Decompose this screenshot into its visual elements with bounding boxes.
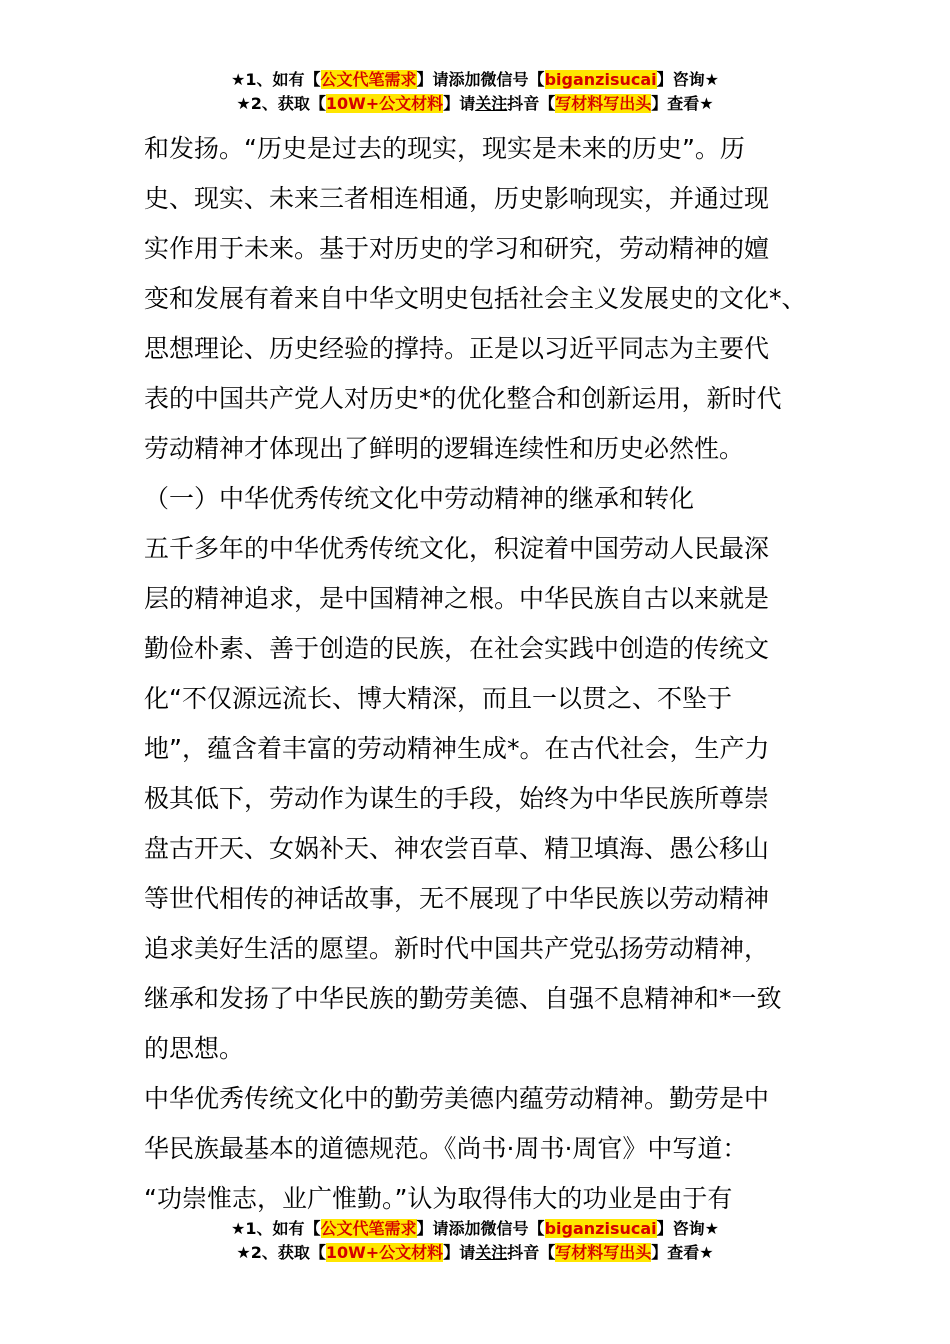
text-line: 表的中国共产党人对历史*的优化整合和创新运用，新时代 [144,384,782,413]
text-line: 追求美好生活的愿望。新时代中国共产党弘扬劳动精神， [144,934,770,963]
banner-line-1 [0,68,950,92]
banner-wechat-id: biganzisucai [544,70,657,89]
banner-highlight: 公文代笔需求 [320,70,417,89]
banner-emphasis: 关注 [475,1243,508,1262]
text-line: 五千多年的中华优秀传统文化，积淀着中国劳动人民最深 [144,534,770,563]
banner-line-1 [0,1217,950,1241]
text-line: 勤俭朴素、善于创造的民族，在社会实践中创造的传统文 [144,634,770,663]
banner-text: 】咨询★ [656,1219,719,1238]
text-line: 实作用于未来。基于对历史的学习和研究，劳动精神的嬗 [144,234,770,263]
banner-emphasis: 添加 [448,70,481,89]
banner-line-2 [0,92,950,116]
banner-text: ★1、如有【 [231,70,321,89]
banner-text: ★2、获取【 [236,1243,326,1262]
banner-text: 】请 [416,1219,449,1238]
banner-text: ★1、如有【 [231,1219,321,1238]
header-banner [0,68,950,116]
banner-text: 】请 [416,70,449,89]
document-body [144,124,809,1224]
text-line: 华民族最基本的道德规范。《尚书·周书·周官》中写道： [144,1134,748,1163]
banner-highlight: 10W+公文材料 [325,94,444,113]
text-line: 史、现实、未来三者相连相通，历史影响现实，并通过现 [144,184,770,213]
text-line: 地”，蕴含着丰富的劳动精神生成*。在古代社会，生产力 [144,734,770,763]
text-line: 中华优秀传统文化中的勤劳美德内蕴劳动精神。勤劳是中 [144,1084,770,1113]
text-line: 等世代相传的神话故事，无不展现了中华民族以劳动精神 [144,884,770,913]
banner-emphasis: 添加 [448,1219,481,1238]
text-line: 继承和发扬了中华民族的勤劳美德、自强不息精神和*一致 [144,984,782,1013]
text-line: 的思想。 [144,1034,245,1063]
banner-text: ★2、获取【 [236,94,326,113]
banner-text: 微信号【 [480,1219,545,1238]
banner-line-2 [0,1241,950,1265]
banner-text: 】请 [443,1243,476,1262]
banner-highlight: 10W+公文材料 [325,1243,444,1262]
text-line: 化“不仅源远流长、博大精深，而且一以贯之、不坠于 [144,684,732,713]
section-heading: （一）中华优秀传统文化中劳动精神的继承和转化 [144,484,695,513]
text-line: 极其低下，劳动作为谋生的手段，始终为中华民族所尊崇 [144,784,770,813]
banner-highlight: 公文代笔需求 [320,1219,417,1238]
banner-douyin-id: 写材料写出头 [555,1243,652,1262]
banner-text: 】咨询★ [656,70,719,89]
banner-text: 抖音【 [507,1243,556,1262]
text-line: 劳动精神才体现出了鲜明的逻辑连续性和历史必然性。 [144,434,745,463]
text-line: 变和发展有着来自中华文明史包括社会主义发展史的文化*、 [144,284,807,313]
banner-emphasis: 关注 [475,94,508,113]
banner-text: 】查看★ [651,94,714,113]
banner-wechat-id: biganzisucai [544,1219,657,1238]
banner-text: 抖音【 [507,94,556,113]
text-line: 思想理论、历史经验的撑持。正是以习近平同志为主要代 [144,334,770,363]
banner-douyin-id: 写材料写出头 [555,94,652,113]
text-line: 盘古开天、女娲补天、神农尝百草、精卫填海、愚公移山 [144,834,770,863]
text-line: “功崇惟志，业广惟勤。”认为取得伟大的功业是由于有 [144,1184,733,1213]
banner-text: 微信号【 [480,70,545,89]
banner-text: 】查看★ [651,1243,714,1262]
text-line: 层的精神追求，是中国精神之根。中华民族自古以来就是 [144,584,770,613]
text-line: 和发扬。“历史是过去的现实，现实是未来的历史”。历 [144,134,745,163]
footer-banner [0,1217,950,1265]
banner-text: 】请 [443,94,476,113]
